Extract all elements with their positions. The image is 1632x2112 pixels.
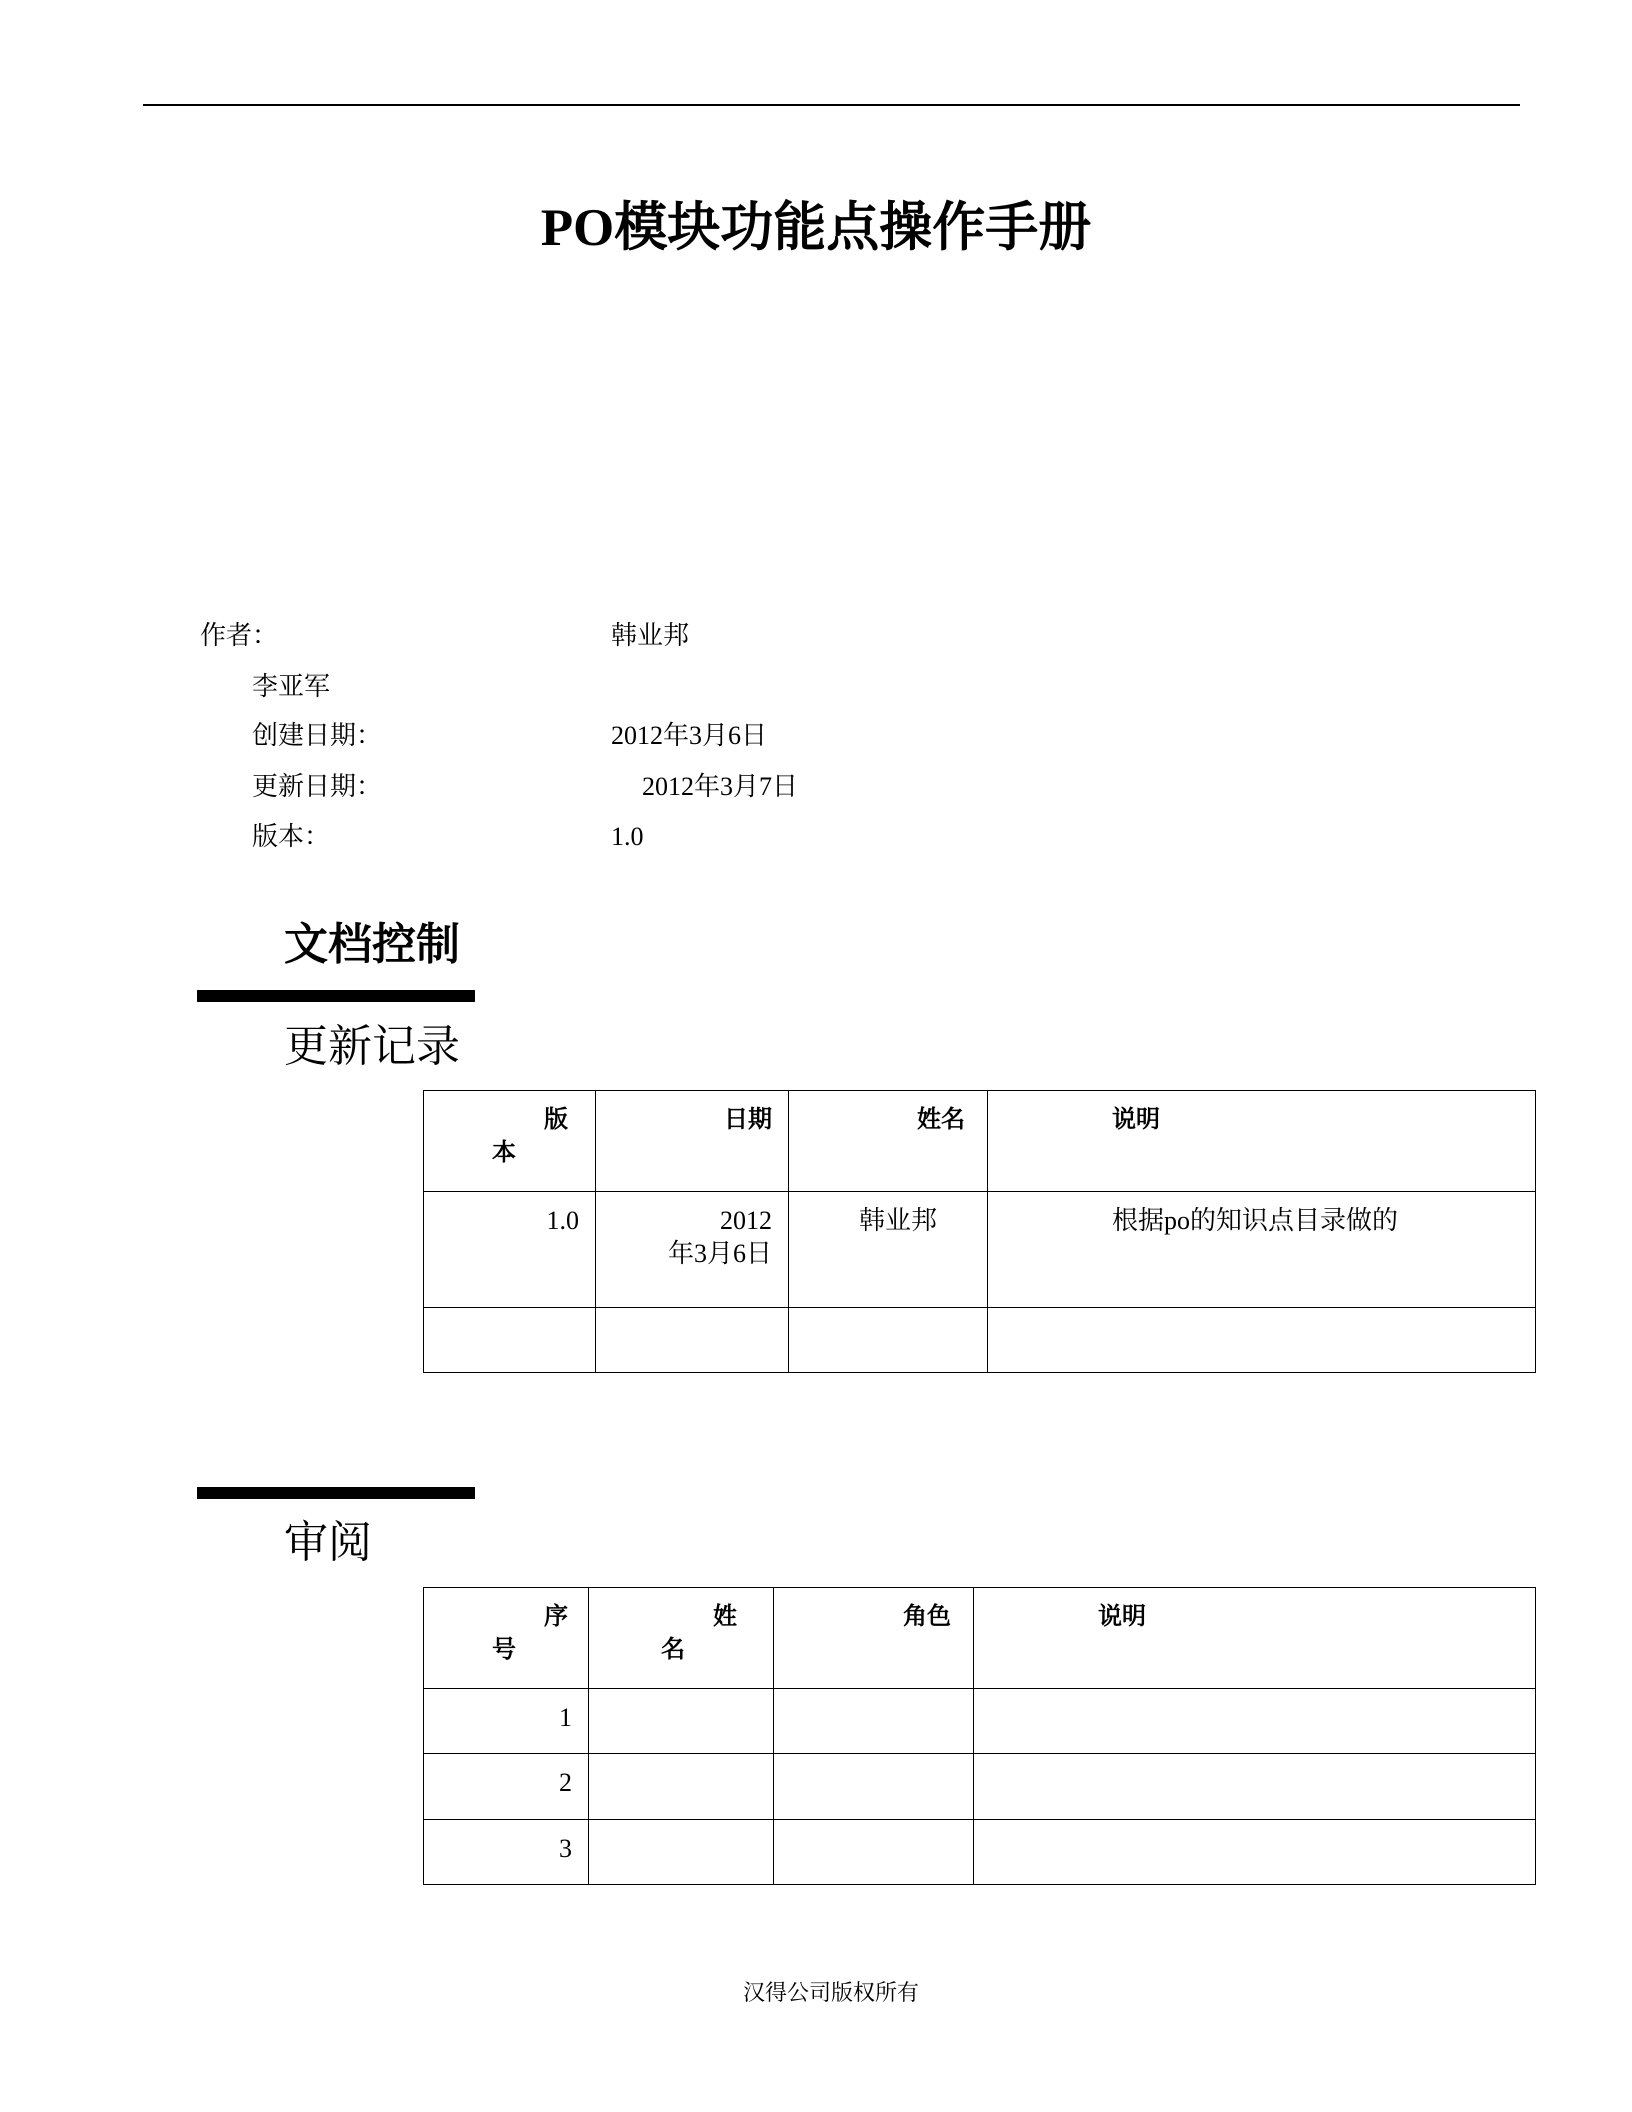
table-cell xyxy=(774,1820,974,1885)
table-header-cell xyxy=(774,1588,974,1689)
header-name: 姓名 xyxy=(917,1105,965,1133)
cell-description: 根据po的知识点目录做的 xyxy=(1112,1206,1399,1235)
author-value: 韩业邦 xyxy=(611,621,690,650)
table-header-cell xyxy=(589,1588,774,1689)
doc-control-heading: 文档控制 xyxy=(284,919,460,970)
created-date-label: 创建日期： xyxy=(252,721,383,750)
section-bar xyxy=(197,990,475,1002)
table-cell xyxy=(596,1308,789,1373)
header-role: 角色 xyxy=(903,1602,951,1630)
cell-date: 2012年3月6日 xyxy=(667,1206,772,1268)
created-date-value: 2012年3月6日 xyxy=(611,721,768,750)
review-table xyxy=(423,1587,1536,1885)
version-label: 版本： xyxy=(252,822,331,851)
cell-seq: 3 xyxy=(559,1834,572,1863)
table-cell xyxy=(589,1689,774,1754)
header-rule xyxy=(143,104,1520,106)
table-row xyxy=(424,1192,596,1308)
author-label: 作者： xyxy=(200,621,279,650)
cell-version: 1.0 xyxy=(546,1206,579,1235)
header-seq: 序号 xyxy=(492,1602,568,1663)
version-value: 1.0 xyxy=(611,822,644,851)
header-description: 说明 xyxy=(1112,1105,1160,1133)
header-description: 说明 xyxy=(1098,1602,1146,1630)
header-version: 版本 xyxy=(492,1105,568,1166)
table-row xyxy=(424,1689,589,1754)
section-bar xyxy=(197,1487,475,1499)
table-cell xyxy=(774,1754,974,1820)
table-row xyxy=(424,1308,596,1373)
header-name: 姓名 xyxy=(661,1602,737,1663)
table-row xyxy=(424,1820,589,1885)
table-cell xyxy=(974,1689,1536,1754)
review-heading: 审阅 xyxy=(284,1518,372,1567)
table-header-cell xyxy=(988,1091,1536,1192)
document-title: PO模块功能点操作手册 xyxy=(540,199,1092,257)
cell-name: 韩业邦 xyxy=(859,1206,938,1235)
table-cell xyxy=(789,1192,988,1308)
updated-date-label: 更新日期： xyxy=(252,772,383,801)
cell-seq: 1 xyxy=(559,1703,572,1732)
table-header-cell xyxy=(789,1091,988,1192)
change-log-table xyxy=(423,1090,1536,1373)
table-cell xyxy=(988,1308,1536,1373)
header-date: 日期 xyxy=(724,1105,772,1133)
table-cell xyxy=(774,1689,974,1754)
table-cell xyxy=(988,1192,1536,1308)
table-cell xyxy=(974,1754,1536,1820)
table-cell xyxy=(589,1820,774,1885)
cell-seq: 2 xyxy=(559,1768,572,1797)
author2-value: 李亚军 xyxy=(252,672,331,701)
table-row xyxy=(424,1754,589,1820)
table-cell xyxy=(974,1820,1536,1885)
table-header-cell xyxy=(424,1588,589,1689)
table-header-cell xyxy=(424,1091,596,1192)
table-cell xyxy=(596,1192,789,1308)
table-header-cell xyxy=(596,1091,789,1192)
updated-date-value: 2012年3月7日 xyxy=(642,772,799,801)
change-log-heading: 更新记录 xyxy=(284,1022,460,1071)
footer-copyright: 汉得公司版权所有 xyxy=(742,1980,919,2005)
table-cell xyxy=(789,1308,988,1373)
table-cell xyxy=(589,1754,774,1820)
table-header-cell xyxy=(974,1588,1536,1689)
